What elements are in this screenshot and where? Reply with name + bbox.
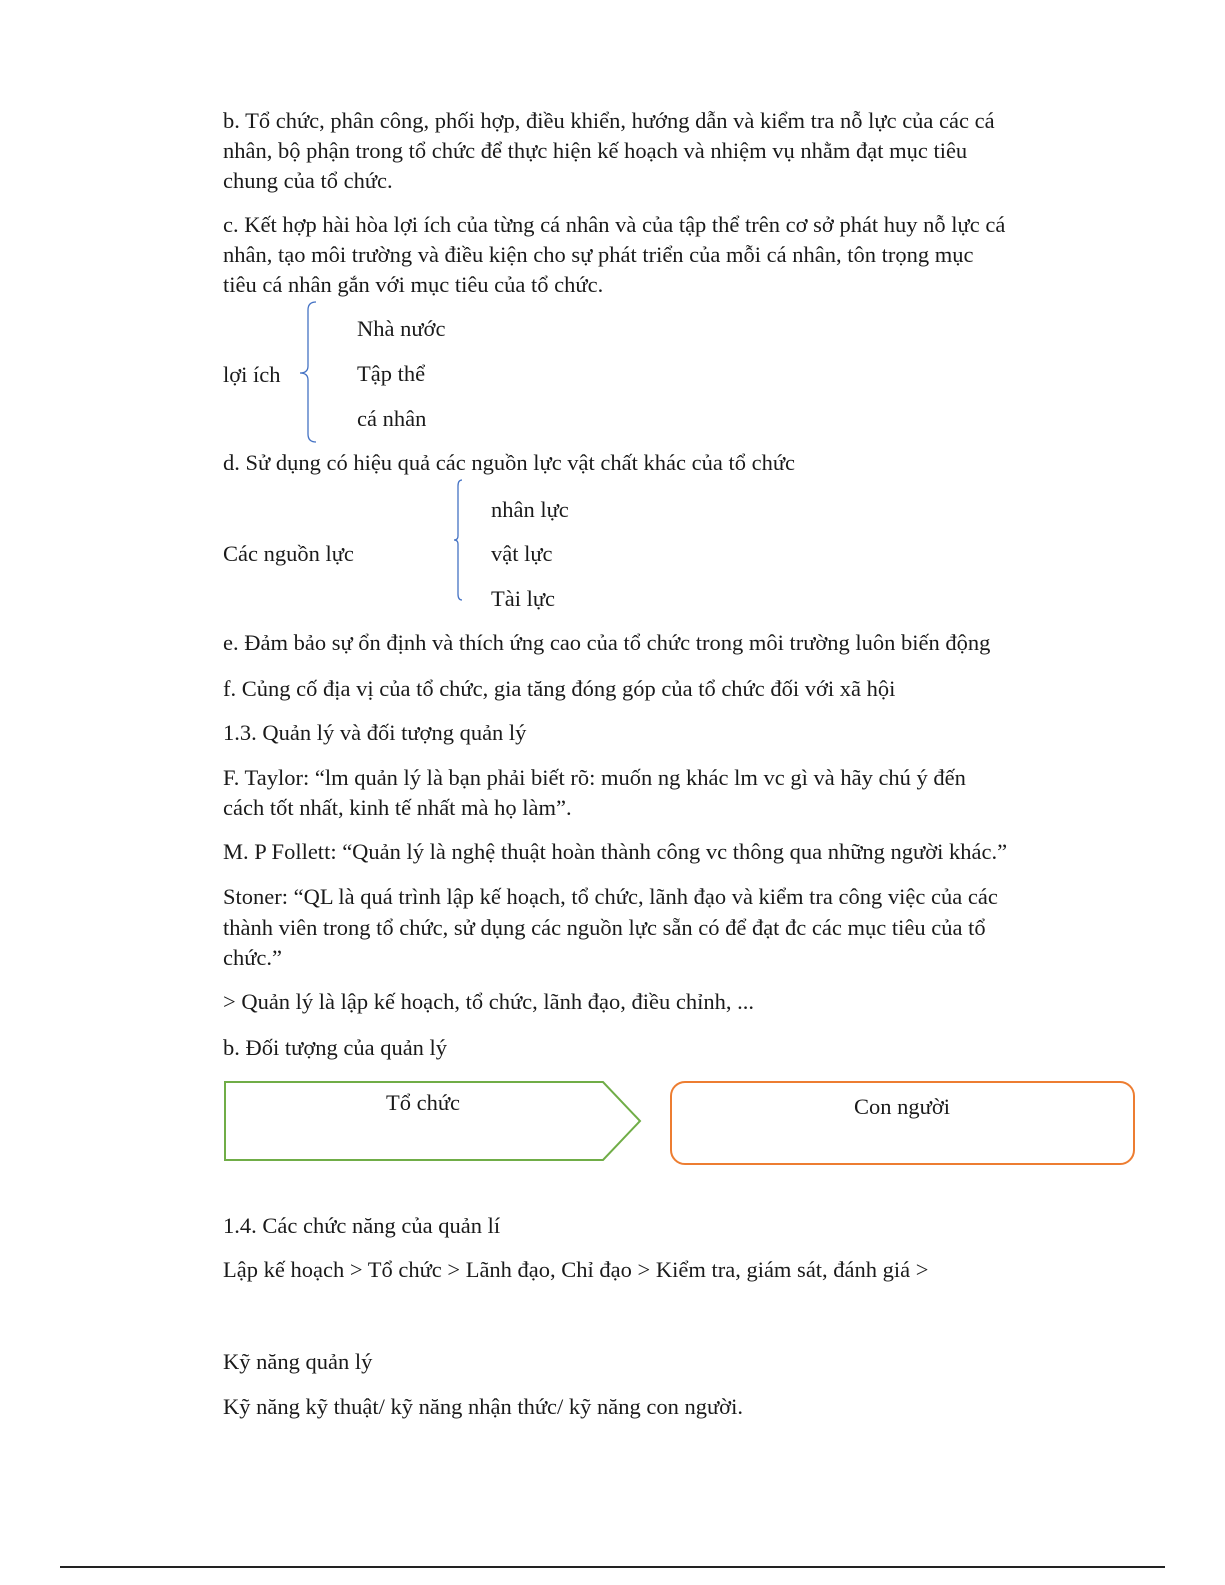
- para-c-line-2: nhân, tạo môi trường và điều kiện cho sự phát triển của mỗi cá nhân, tôn trọng mục: [223, 242, 974, 267]
- resources-item-human: nhân lực: [491, 497, 569, 522]
- para-c-line-1: c. Kết hợp hài hòa lợi ích của từng cá nhân và của tập thể trên cơ sở phát huy nỗ lực cá: [223, 212, 1006, 237]
- benefits-item-collective: Tập thể: [357, 361, 426, 386]
- taylor-line-1: F. Taylor: “lm quản lý là bạn phải biết rõ: muốn ng khác lm vc gì và hãy chú ý đến: [223, 765, 966, 790]
- management-functions-flow: Lập kế hoạch > Tổ chức > Lãnh đạo, Chỉ đạo > Kiểm tra, giám sát, đánh giá >: [223, 1257, 929, 1282]
- stoner-line-3: chức.”: [223, 945, 283, 970]
- stoner-line-1: Stoner: “QL là quá trình lập kế hoạch, tổ chức, lãnh đạo và kiểm tra công việc của các: [223, 884, 998, 909]
- resources-label: Các nguồn lực: [223, 541, 354, 566]
- benefits-label: lợi ích: [223, 362, 281, 387]
- section-1-3-heading: 1.3. Quản lý và đối tượng quản lý: [223, 720, 527, 745]
- resources-item-financial: Tài lực: [491, 586, 556, 611]
- para-d: d. Sử dụng có hiệu quả các nguồn lực vật chất khác của tổ chức: [223, 450, 796, 475]
- page-bottom-rule: [60, 1566, 1165, 1568]
- management-objects-heading: b. Đối tượng của quản lý: [223, 1035, 448, 1060]
- para-b-line-1: b. Tổ chức, phân công, phối hợp, điều khiển, hướng dẫn và kiểm tra nỗ lực của các cá: [223, 108, 995, 133]
- follett-quote: M. P Follett: “Quản lý là nghệ thuật hoàn thành công vc thông qua những người khác.”: [223, 839, 1008, 864]
- stoner-line-2: thành viên trong tổ chức, sử dụng các nguồn lực sẵn có để đạt đc các mục tiêu của tổ: [223, 915, 986, 940]
- skills-heading: Kỹ năng quản lý: [223, 1349, 373, 1374]
- taylor-line-2: cách tốt nhất, kinh tế nhất mà họ làm”.: [223, 795, 572, 820]
- para-c-line-3: tiêu cá nhân gắn với mục tiêu của tổ chức.: [223, 272, 604, 297]
- benefits-item-individual: cá nhân: [357, 406, 427, 431]
- para-b-line-2: nhân, bộ phận trong tổ chức để thực hiện kế hoạch và nhiệm vụ nhằm đạt mục tiêu: [223, 138, 968, 163]
- skills-list: Kỹ năng kỹ thuật/ kỹ năng nhận thức/ kỹ năng con người.: [223, 1394, 743, 1419]
- para-f: f. Củng cố địa vị của tổ chức, gia tăng đóng góp của tổ chức đối với xã hội: [223, 676, 896, 701]
- para-e: e. Đảm bảo sự ổn định và thích ứng cao của tổ chức trong môi trường luôn biến động: [223, 630, 991, 655]
- benefits-item-state: Nhà nước: [357, 316, 446, 341]
- para-b-line-3: chung của tổ chức.: [223, 168, 393, 193]
- resources-item-material: vật lực: [491, 541, 553, 566]
- section-1-4-heading: 1.4. Các chức năng của quản lí: [223, 1213, 501, 1238]
- people-box-label: Con người: [854, 1094, 950, 1119]
- management-summary: > Quản lý là lập kế hoạch, tổ chức, lãnh đạo, điều chỉnh, ...: [223, 989, 754, 1014]
- organization-box-label: Tổ chức: [385, 1090, 461, 1115]
